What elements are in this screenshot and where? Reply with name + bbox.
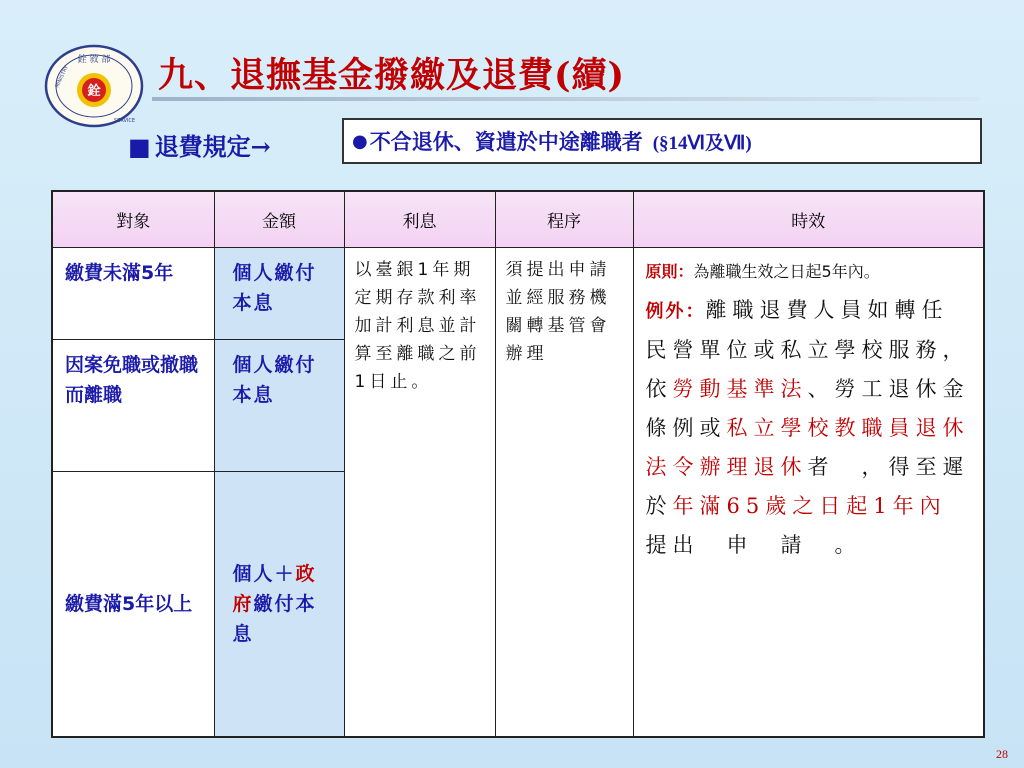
amount-government: 政府 — [232, 563, 317, 615]
ministry-logo — [44, 44, 144, 128]
exception-part: 勞動基準法 — [672, 377, 808, 401]
row-amount — [215, 549, 344, 659]
page-title: 九、退撫基金撥繳及退費(續) — [158, 55, 626, 96]
header-interest: 利息 — [344, 191, 495, 248]
row-object: 繳費滿5年以上 — [65, 593, 193, 615]
row-amount: 個人繳付本息 — [232, 354, 317, 406]
rule-text: 不合退休、資遣於中途離職者 — [369, 129, 643, 154]
amount-suffix: 繳付本息 — [232, 593, 317, 645]
rule-reference: (§14Ⅵ及Ⅶ) — [652, 132, 752, 154]
svg-text:SERVICE: SERVICE — [114, 118, 136, 124]
row-amount: 個人繳付本息 — [232, 262, 317, 314]
title-underline — [152, 97, 980, 101]
row-object: 因案免職或撤職而離職 — [65, 354, 199, 406]
header-time-limit: 時效 — [633, 191, 984, 248]
table-cell — [52, 340, 214, 472]
subhead — [128, 127, 271, 162]
interest-text: 以臺銀1年期定期存款利率加計利息並計算至離職之前1日止。 — [354, 260, 481, 392]
header-procedure: 程序 — [495, 191, 633, 248]
exception-part: 私立學校教職員退休法令辦理退休 — [645, 416, 970, 479]
exception-part: 、勞工退休金條例或 — [645, 377, 970, 440]
subhead-label: 退費規定→ — [154, 132, 271, 161]
amount-prefix: 個人＋ — [232, 563, 296, 585]
svg-text:銓 敘 部: 銓 敘 部 — [77, 55, 111, 65]
dot-bullet-icon: ● — [352, 130, 368, 152]
svg-text:銓: 銓 — [87, 84, 101, 99]
table-cell — [214, 248, 344, 340]
refund-table — [51, 190, 985, 738]
table-cell — [52, 472, 214, 738]
rule-box — [342, 118, 982, 164]
interest-cell — [344, 248, 495, 738]
exception-part: 離職退費人員如轉任民營單位或私立學校服務，依 — [645, 298, 970, 401]
exception-part: 提出 申 請 。 — [645, 533, 862, 557]
svg-text:MINISTRY: MINISTRY — [54, 65, 70, 89]
exception-label: 例外： — [645, 301, 706, 322]
time-exception — [634, 285, 984, 565]
table-cell — [52, 248, 214, 340]
header-amount: 金額 — [214, 191, 344, 248]
procedure-text: 須提出申請並經服務機關轉基管會辦理 — [505, 260, 611, 364]
header-object: 對象 — [52, 191, 214, 248]
time-limit-cell — [633, 248, 984, 738]
square-bullet-icon: ■ — [128, 132, 151, 161]
principle-label: 原則： — [645, 262, 694, 281]
time-principle — [634, 248, 984, 285]
principle-text: 為離職生效之日起5年內。 — [693, 262, 880, 281]
exception-part: 年滿65歲之日起1年內 — [672, 494, 947, 518]
table-cell — [214, 340, 344, 472]
exception-part: 者 ，得至遲於 — [645, 455, 970, 518]
page-number: 28 — [996, 747, 1008, 761]
row-object: 繳費未滿5年 — [65, 262, 174, 284]
procedure-cell — [495, 248, 633, 738]
table-cell — [214, 472, 344, 738]
